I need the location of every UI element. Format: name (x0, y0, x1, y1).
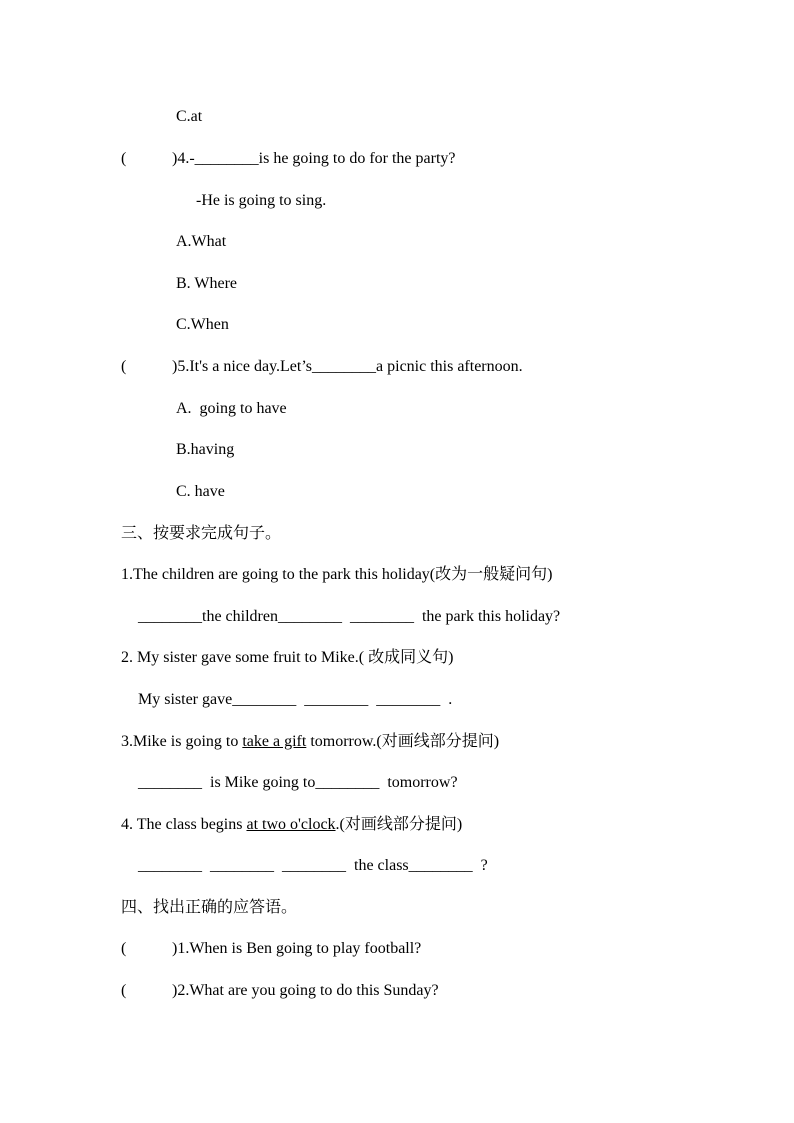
s3-item4-underlined: at two o'clock (246, 816, 336, 833)
s4-item2-question: )2.What are you going to do this Sunday? (172, 982, 439, 999)
s3-item4-post: .(对画线部分提问) (335, 816, 463, 833)
q5-stem: )5.It's a nice day.Let’s________a picnic this afternoon. (172, 358, 523, 375)
section3-heading: 三、按要求完成句子。 (121, 525, 282, 542)
s3-item1-sentence: 1.The children are going to the park this holiday(改为一般疑问句) (121, 566, 553, 583)
s4-item2-paren: ( (121, 982, 127, 999)
q4-stem: )4.-________is he going to do for the party? (172, 150, 456, 167)
s3-item3-underlined: take a gift (242, 733, 307, 750)
s3-item2-answer: My sister gave________ ________ ________ . (138, 691, 453, 708)
q4-option-a: A.What (176, 233, 227, 250)
s3-item4-answer: ________ ________ ________ the class________ ? (138, 857, 488, 874)
s3-item3-sentence (121, 732, 499, 752)
section4-heading: 四、找出正确的应答语。 (121, 899, 298, 916)
q5-option-c: C. have (176, 483, 225, 500)
s3-item3-answer: ________ is Mike going to________ tomorrow? (138, 774, 458, 791)
q4-option-c: C.When (176, 316, 229, 333)
s4-item1-question: )1.When is Ben going to play football? (172, 940, 422, 957)
q3-option-c: C.at (176, 108, 203, 125)
s3-item2-sentence: 2. My sister gave some fruit to Mike.( 改成同义句) (121, 649, 454, 666)
s3-item3-post: tomorrow.(对画线部分提问) (306, 733, 500, 750)
q5-answer-paren: ( (121, 358, 127, 375)
q4-reply: -He is going to sing. (196, 192, 327, 209)
s3-item1-answer: ________the children________ ________ the park this holiday? (138, 608, 561, 625)
q4-answer-paren: ( (121, 150, 127, 167)
s3-item4-sentence (121, 815, 462, 835)
s3-item3-pre: 3.Mike is going to (121, 733, 243, 750)
s4-item1-paren: ( (121, 940, 127, 957)
q5-option-a: A. going to have (176, 400, 287, 417)
s3-item4-pre: 4. The class begins (121, 816, 247, 833)
q4-option-b: B. Where (176, 275, 238, 292)
q5-option-b: B.having (176, 441, 235, 458)
